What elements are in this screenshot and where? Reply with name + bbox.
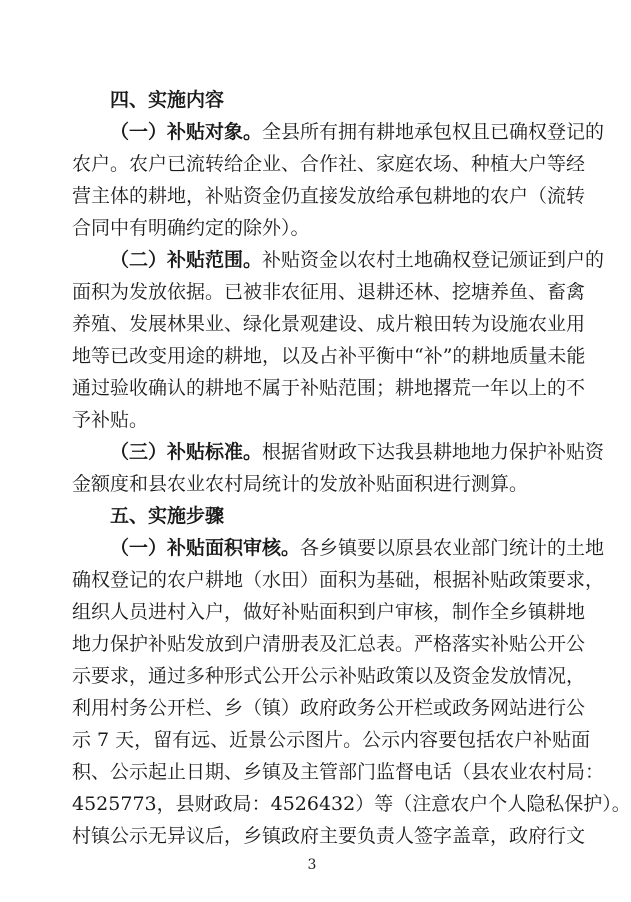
paragraph-text: 根据省财政下达我县耕地地力保护补贴资: [262, 441, 605, 463]
paragraph-line: 营主体的耕地，补贴资金仍直接发放给承包耕地的农户（流转: [72, 185, 586, 207]
paragraph-text: 各乡镇要以原县农业部门统计的土地: [300, 537, 605, 559]
paragraph-line: 面积为发放依据。已被非农征用、退耕还林、挖塘养鱼、畜禽: [72, 281, 586, 303]
paragraph-line: 通过验收确认的耕地不属于补贴范围；耕地撂荒一年以上的不: [72, 377, 586, 399]
paragraph-label: （三）补贴标准。: [110, 441, 263, 463]
paragraph-line: 示 7 天，留有远、近景公示图片。公示内容要包括农户补贴面: [72, 729, 591, 751]
paragraph-line: 地力保护补贴发放到户清册表及汇总表。严格落实补贴公开公: [72, 633, 586, 655]
paragraph-label: （一）补贴面积审核。: [110, 537, 301, 559]
paragraph-text: 补贴资金以农村土地确权登记颁证到户的: [262, 249, 605, 271]
paragraph-line: 4525773，县财政局：4526432）等（注意农户个人隐私保护）。: [72, 793, 631, 815]
paragraph-text: 全县所有拥有耕地承包权且已确权登记的: [262, 121, 605, 143]
paragraph-line: 利用村务公开栏、乡（镇）政府政务公开栏或政务网站进行公: [72, 697, 586, 719]
paragraph-label: （二）补贴范围。: [110, 249, 263, 271]
paragraph-label: （一）补贴对象。: [110, 121, 263, 143]
paragraph-line: 予补贴。: [72, 409, 149, 431]
section-heading-4: 四、实施内容: [110, 89, 225, 111]
paragraph-line: 地等已改变用途的耕地，以及占补平衡中“补”的耕地质量未能: [72, 345, 586, 367]
paragraph-first-line: [110, 535, 605, 561]
section-heading-5: 五、实施步骤: [110, 505, 225, 527]
paragraph-line: 确权登记的农户耕地（水田）面积为基础，根据补贴政策要求，: [72, 569, 605, 591]
page-number: 3: [307, 857, 317, 873]
paragraph-line: 金额度和县农业农村局统计的发放补贴面积进行测算。: [72, 473, 529, 495]
paragraph-line: 组织人员进村入户，做好补贴面积到户审核，制作全乡镇耕地: [72, 601, 586, 623]
paragraph-line: 村镇公示无异议后，乡镇政府主要负责人签字盖章，政府行文: [72, 825, 586, 847]
paragraph-first-line: [110, 119, 605, 145]
paragraph-line: 养殖、发展林果业、绿化景观建设、成片粮田转为设施农业用: [72, 313, 586, 335]
paragraph-first-line: [110, 247, 605, 273]
paragraph-first-line: [110, 439, 605, 465]
paragraph-line: 农户。农户已流转给企业、合作社、家庭农场、种植大户等经: [72, 153, 586, 175]
paragraph-line: 示要求，通过多种形式公开公示补贴政策以及资金发放情况，: [72, 665, 586, 687]
paragraph-line: 合同中有明确约定的除外）。: [72, 217, 310, 239]
paragraph-line: 积、公示起止日期、乡镇及主管部门监督电话（县农业农村局：: [72, 761, 605, 783]
